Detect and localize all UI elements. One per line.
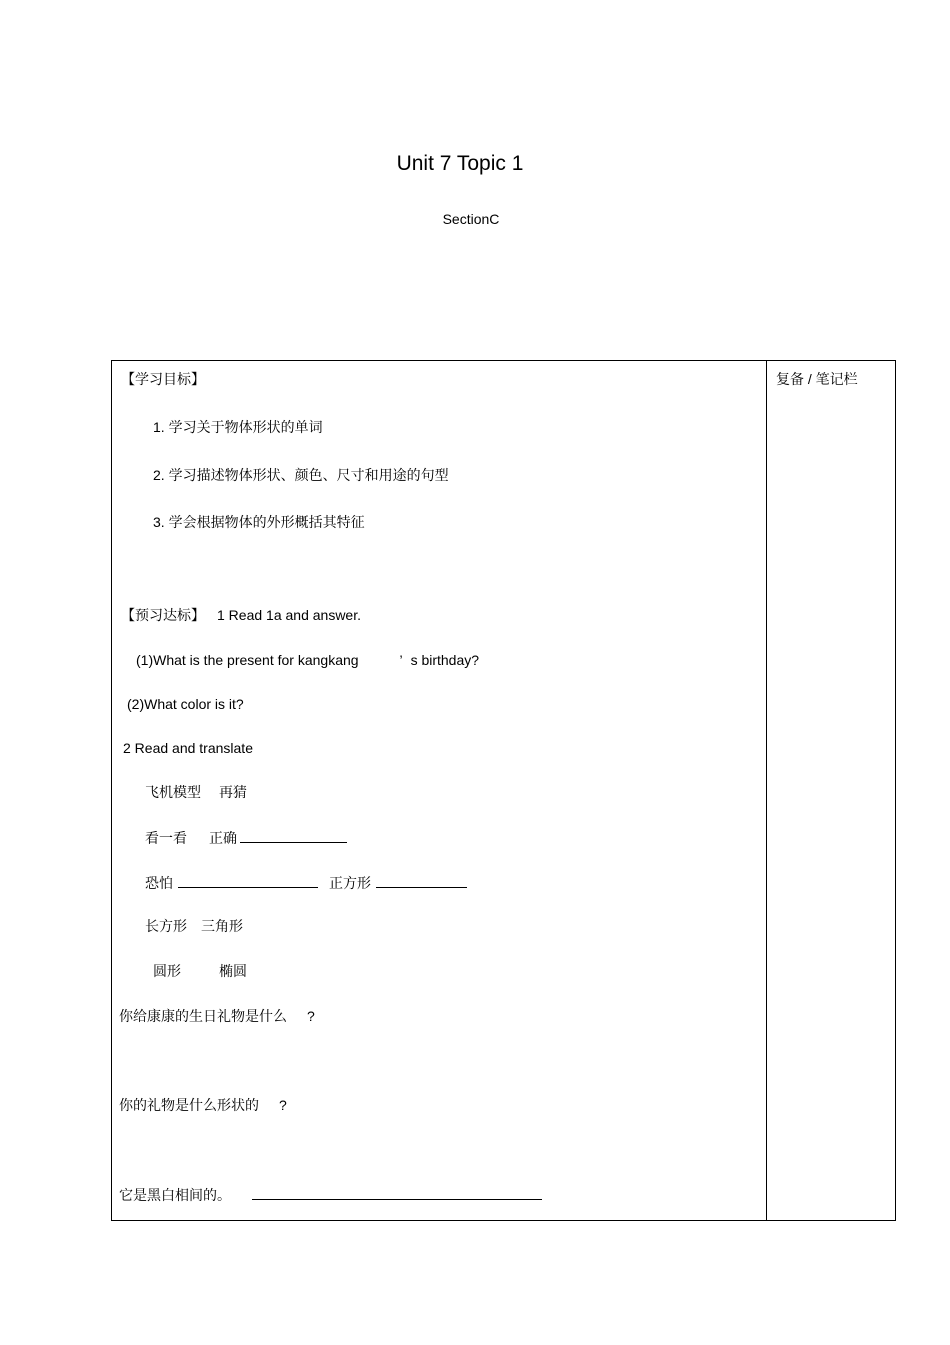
task2-label: 2 Read and translate <box>123 740 253 756</box>
notes-column-label: 复备 / 笔记栏 <box>776 371 858 387</box>
question-1-text: (1)What is the present for kangkang <box>136 652 359 668</box>
vocab-row-5 <box>153 962 247 980</box>
objective-item-1: 1. 学习关于物体形状的单词 <box>153 419 323 435</box>
page-subtitle: SectionC <box>442 211 500 227</box>
vocab-have-a-look: 看一看 <box>145 830 187 846</box>
vocab-airplane-model: 飞机模型 <box>145 784 201 800</box>
vocab-row-1 <box>145 783 247 801</box>
column-divider <box>766 361 767 1220</box>
page-title: Unit 7 Topic 1 <box>396 152 524 175</box>
vocab-afraid: 恐怕 <box>145 875 173 891</box>
translate-sentence-3 <box>119 1185 542 1204</box>
vocab-row-4 <box>145 917 243 935</box>
question-1 <box>136 651 479 669</box>
apostrophe-mark: ’ <box>399 652 403 668</box>
objectives-heading: 【学习目标】 <box>121 371 205 387</box>
vocab-triangle: 三角形 <box>201 918 243 934</box>
translate-sentence-2 <box>119 1096 287 1114</box>
vocab-row-3 <box>145 873 467 892</box>
sentence-3-text: 它是黑白相间的。 <box>119 1187 231 1203</box>
sentence-2-text: 你的礼物是什么形状的 <box>119 1097 259 1113</box>
question-2: (2)What color is it? <box>127 696 244 712</box>
vocab-oval: 椭圆 <box>219 963 247 979</box>
preview-heading: 【预习达标】 <box>121 607 205 623</box>
preview-section-line <box>121 606 361 624</box>
sentence-1-text: 你给康康的生日礼物是什么 <box>119 1008 287 1024</box>
vocab-correct: 正确 <box>209 830 237 846</box>
vocab-rectangle: 长方形 <box>145 918 187 934</box>
sentence-2-mark: ? <box>279 1097 287 1113</box>
vocab-square: 正方形 <box>329 875 371 891</box>
vocab-guess-again: 再猜 <box>219 784 247 800</box>
vocab-row-2 <box>145 828 347 847</box>
vocab-circle: 圆形 <box>153 963 181 979</box>
answer-blank-square[interactable] <box>376 873 467 888</box>
objective-item-2: 2. 学习描述物体形状、颜色、尺寸和用途的句型 <box>153 467 449 483</box>
objective-item-3: 3. 学会根据物体的外形概括其特征 <box>153 514 365 530</box>
task1-label: 1 Read 1a and answer. <box>217 607 361 623</box>
worksheet-table <box>111 360 896 1221</box>
answer-blank-afraid[interactable] <box>178 873 318 888</box>
question-1-end: s birthday? <box>410 652 480 668</box>
sentence-1-mark: ? <box>307 1008 315 1024</box>
answer-blank-sentence-3[interactable] <box>252 1185 542 1200</box>
answer-blank-correct[interactable] <box>240 828 347 843</box>
translate-sentence-1 <box>119 1007 315 1025</box>
